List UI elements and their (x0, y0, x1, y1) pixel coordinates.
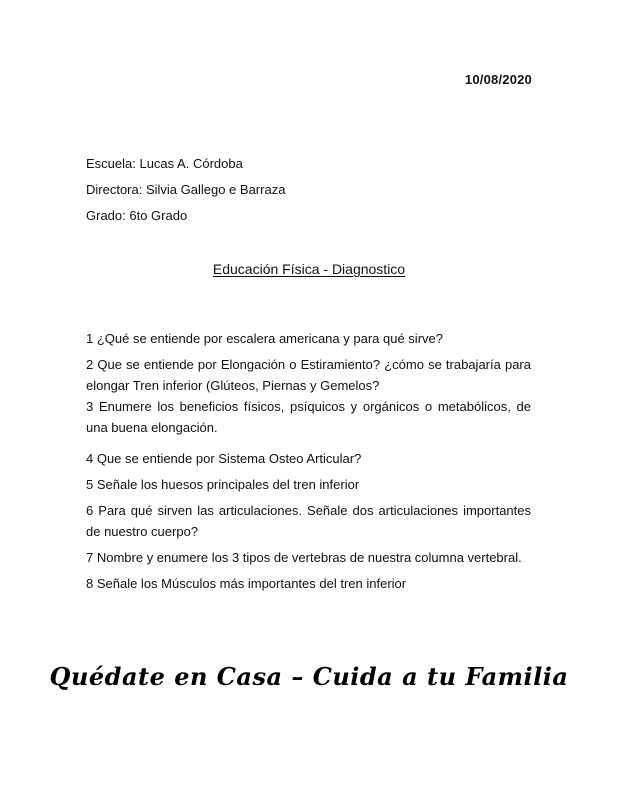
document-title: Educación Física - Diagnostico (212, 261, 406, 277)
question-list (86, 328, 531, 599)
question-3: 3 Enumere los beneficios físicos, psíquicos y orgánicos o metabólicos, de una buena elongación. (86, 399, 531, 435)
footer-slogan: Quédate en Casa – Cuida a tu Familia (49, 662, 569, 691)
question-7: 7 Nombre y enumere los 3 tipos de vertebras de nuestra columna vertebral. (86, 550, 522, 565)
question-8: 8 Señale los Músculos más importantes del tren inferior (86, 576, 407, 591)
school-grade: Grado: 6to Grado (86, 208, 188, 223)
question-6: 6 Para qué sirven las articulaciones. Señale dos articulaciones importantes de nuestro cuerpo? (86, 503, 531, 539)
school-info (86, 151, 285, 229)
question-2: 2 Que se entiende por Elongación o Estiramiento? ¿cómo se trabajaría para elongar Tren inferior (Glúteos, Piernas y Gemelos? (86, 357, 531, 393)
document-date: 10/08/2020 (464, 72, 532, 87)
school-name: Escuela: Lucas A. Córdoba (86, 156, 243, 171)
question-1: 1 ¿Qué se entiende por escalera americana y para qué sirve? (86, 331, 443, 346)
question-5: 5 Señale los huesos principales del tren inferior (86, 477, 360, 492)
school-director: Directora: Silvia Gallego e Barraza (86, 182, 286, 197)
question-4: 4 Que se entiende por Sistema Osteo Articular? (86, 451, 362, 466)
